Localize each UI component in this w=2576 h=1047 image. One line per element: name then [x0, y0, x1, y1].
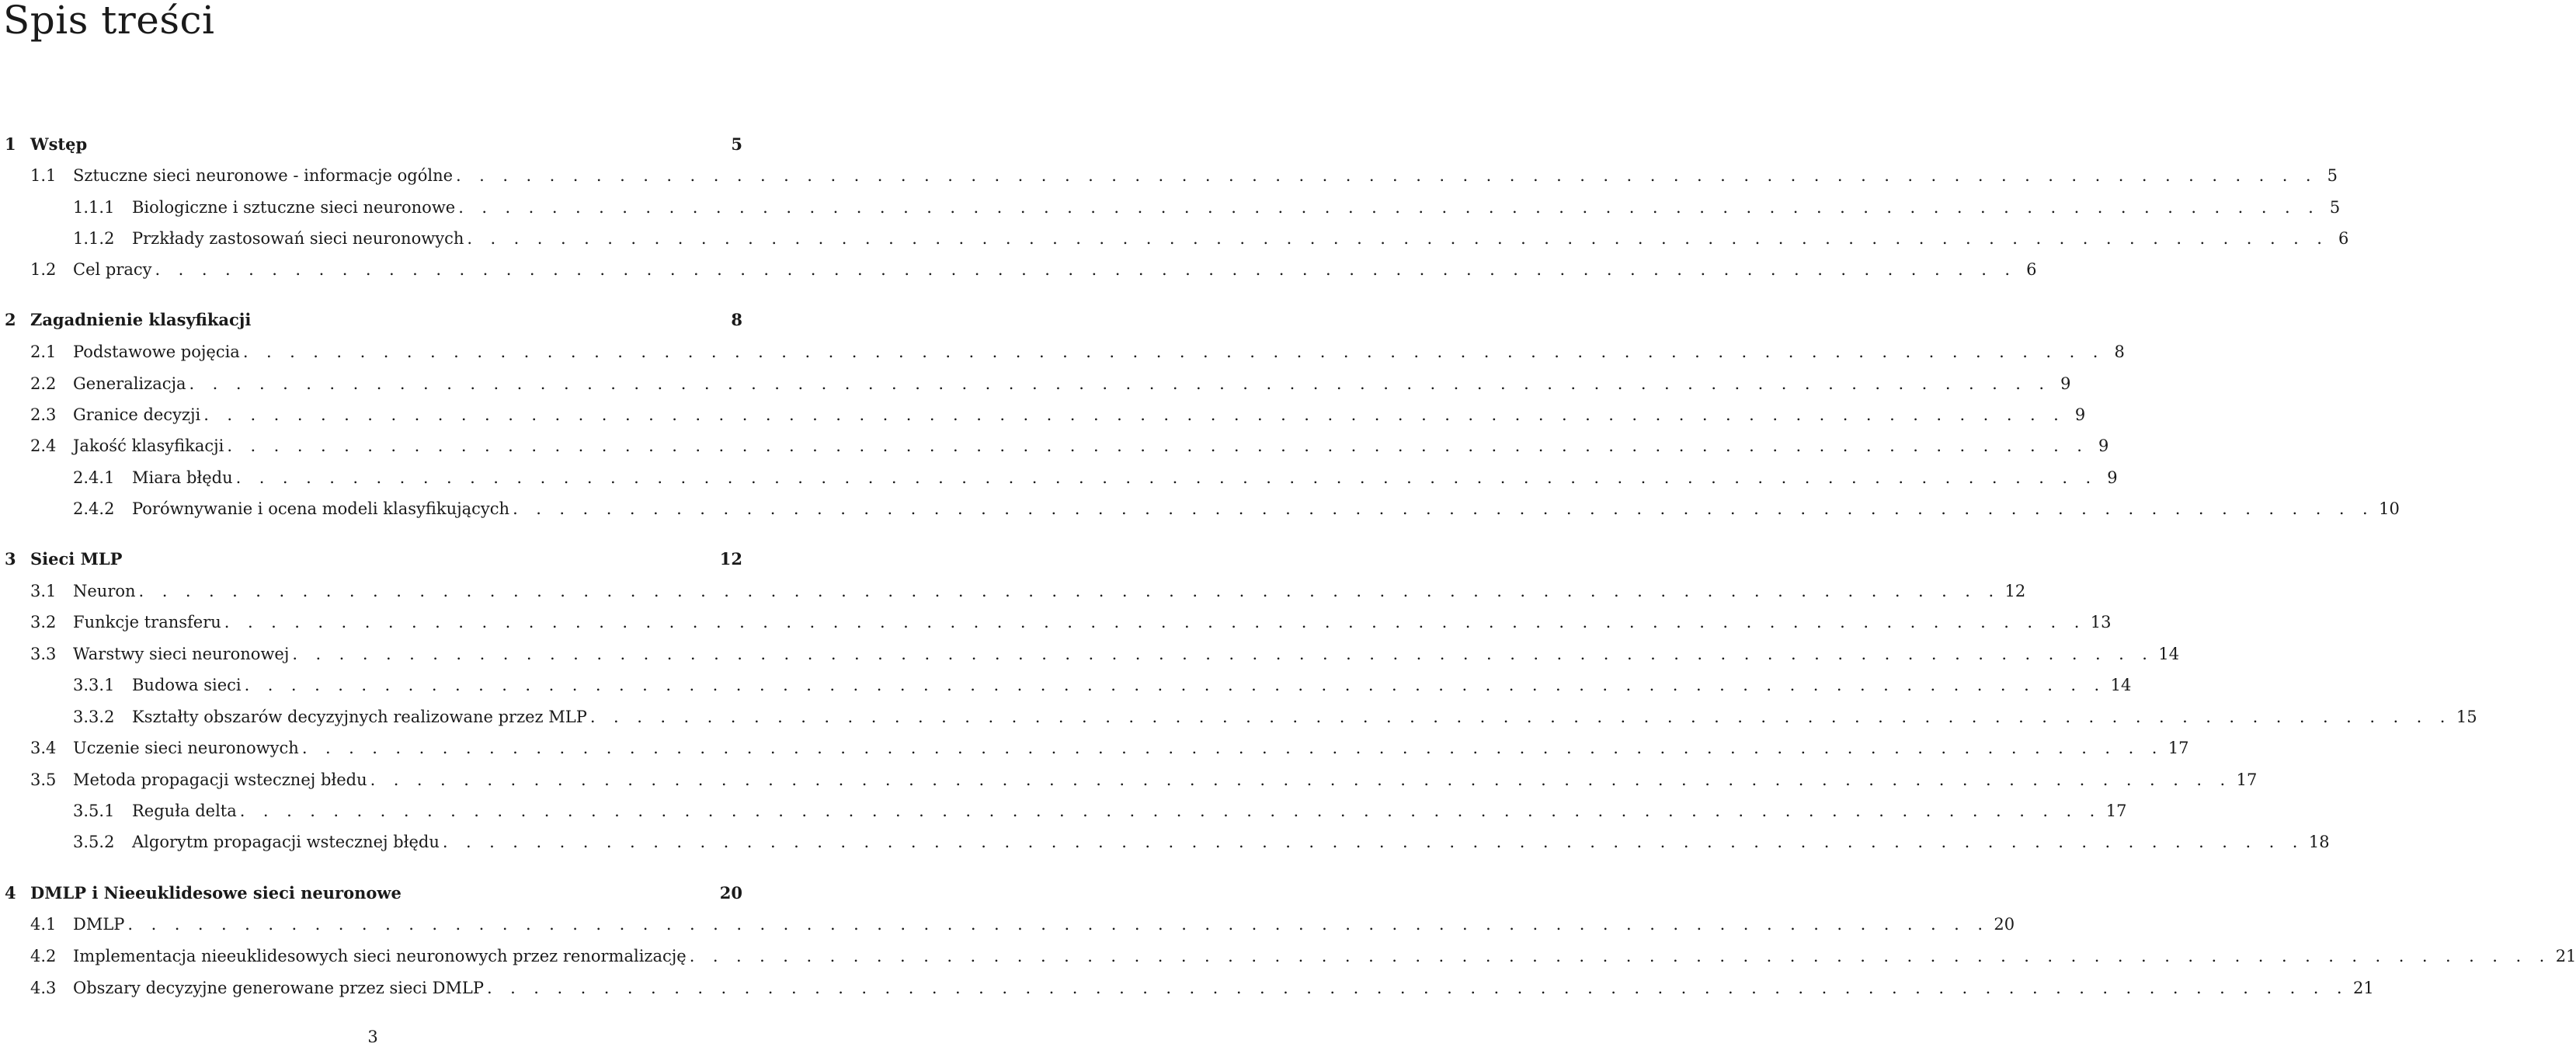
toc-title: Jakość klasyfikacji [73, 434, 227, 457]
toc-number: 2.2 [30, 374, 57, 393]
toc-number: 4.3 [30, 979, 57, 997]
toc-number: 1.1.2 [73, 229, 115, 248]
toc-page-number: 21 [2555, 947, 2576, 965]
toc-chapter[interactable] [0, 133, 746, 156]
toc-page-number: 15 [2456, 708, 2477, 726]
toc-title: DMLP [73, 913, 127, 936]
toc-number: 3.4 [30, 739, 57, 757]
toc-chapter[interactable] [0, 308, 746, 332]
toc-subsection[interactable] [0, 830, 2330, 854]
toc-title: Budowa sieci [132, 673, 245, 697]
toc-subsection[interactable] [0, 673, 2132, 697]
toc-page-number: 6 [2338, 229, 2349, 248]
toc-section[interactable] [0, 258, 2037, 281]
toc-title: Kształty obszarów decyzyjnych realizowane przez MLP [132, 705, 590, 729]
toc-subsection[interactable] [0, 196, 2341, 219]
toc-leader-dots: . . . . . . . . . . . . . . . . . . . . . . . . . . . . . . . . . . . . . . . . . . . . . . . . . . . . . . . . . . . . . . . . . . . . . . . . . . . . . . . . [487, 979, 2348, 997]
toc-chapter[interactable] [0, 882, 746, 905]
toc-leader-dots: . . . . . . . . . . . . . . . . . . . . . . . . . . . . . . . . . . . . . . . . . . . . . . . . . . . . . . . . . . . . . . . . . . . . . . . . . . . . . . . . [301, 739, 2164, 757]
page-number: 3 [367, 1028, 378, 1046]
toc-title: Porównywanie i ocena modeli klasyfikujących [132, 497, 513, 520]
toc-section[interactable] [0, 610, 2112, 634]
toc-number: 2.4.2 [73, 499, 115, 518]
toc-leader-dots: . . . . . . . . . . . . . . . . . . . . . . . . . . . . . . . . . . . . . . . . . . . . . . . . . . . . . . . . . . . . . . . . . . . . . . . . . . . . . . . . [235, 468, 2098, 487]
toc-leader-dots: . . . . . . . . . . . . . . . . . . . . . . . . . . . . . . . . . . . . . . . . . . . . . . . . . . . . . . . . . . . . . . . . . . . . . . . . . . . . . . . . [456, 166, 2318, 185]
toc-page-number: 5 [2329, 198, 2341, 217]
toc-number: 2.3 [30, 405, 57, 424]
toc-section[interactable] [0, 913, 2015, 936]
toc-page-number: 8 [731, 310, 742, 329]
page-title: Spis treści [3, 0, 215, 43]
toc-page-number: 9 [2074, 405, 2086, 424]
toc-number: 2 [5, 310, 16, 329]
toc-title: Sztuczne sieci neuronowe - informacje ogólne [73, 164, 456, 187]
toc-title: Zagadnienie klasyfikacji [30, 308, 254, 332]
toc-section[interactable] [0, 372, 2071, 395]
toc-number: 1.2 [30, 260, 57, 279]
toc-page-number: 12 [2004, 582, 2026, 600]
toc-number: 1.1.1 [73, 198, 115, 217]
toc-number: 3.3.1 [73, 676, 115, 694]
toc-subsection[interactable] [0, 497, 2400, 520]
toc-leader-dots: . . . . . . . . . . . . . . . . . . . . . . . . . . . . . . . . . . . . . . . . . . . . . . . . . . . . . . . . . . . . . . . . . . . . . . . . . . . . . . . . [138, 582, 2001, 600]
toc-section[interactable] [0, 642, 2180, 666]
toc-number: 4.2 [30, 947, 57, 965]
toc-leader-dots: . . . . . . . . . . . . . . . . . . . . . . . . . . . . . . . . . . . . . . . . . . . . . . . . . . . . . . . . . . . . . . . . . . . . . . . . . . . . . . . . [442, 833, 2304, 851]
toc-section[interactable] [0, 403, 2086, 426]
toc-title: Sieci MLP [30, 548, 125, 571]
toc-title: Biologiczne i sztuczne sieci neuronowe [132, 196, 458, 219]
toc-number: 2.1 [30, 343, 57, 361]
toc-title: Miara błędu [132, 466, 236, 489]
toc-section[interactable] [0, 976, 2374, 1000]
toc-page-number: 6 [2026, 260, 2037, 279]
toc-subsection[interactable] [0, 227, 2349, 250]
toc-leader-dots: . . . . . . . . . . . . . . . . . . . . . . . . . . . . . . . . . . . . . . . . . . . . . . . . . . . . . . . . . . . . . . . . . . . . . . . . . . . . . . . . [513, 499, 2375, 518]
toc-title: Obszary decyzyjne generowane przez sieci DMLP [73, 976, 487, 1000]
toc-number: 3.3 [30, 645, 57, 663]
toc-title: Algorytm propagacji wstecznej błędu [132, 830, 443, 854]
toc-page-number: 20 [1994, 915, 2015, 934]
toc-section[interactable] [0, 164, 2338, 187]
toc-title: Uczenie sieci neuronowych [73, 736, 302, 760]
toc-subsection[interactable] [0, 705, 2477, 729]
toc-page-number: 14 [2158, 645, 2180, 663]
toc-page-number: 8 [2114, 343, 2125, 361]
toc-leader-dots: . . . . . . . . . . . . . . . . . . . . . . . . . . . . . . . . . . . . . . . . . . . . . . . . . . . . . . . . . . . . . . . . . . . . . . . . . . . . . . . . [458, 198, 2320, 217]
toc-page-number: 9 [2107, 468, 2118, 487]
toc-leader-dots: . . . . . . . . . . . . . . . . . . . . . . . . . . . . . . . . . . . . . . . . . . . . . . . . . . . . . . . . . . . . . . . . . . . . . . . . . . . . . . . . [689, 947, 2551, 965]
toc-title: Warstwy sieci neuronowej [73, 642, 292, 666]
toc-page-number: 5 [2327, 166, 2338, 185]
toc-title: Przkłady zastosowań sieci neuronowych [132, 227, 467, 250]
toc-page-number: 9 [2098, 437, 2109, 455]
toc-title: DMLP i Nieeuklidesowe sieci neuronowe [30, 882, 405, 905]
toc-number: 3 [5, 549, 16, 569]
toc-page-number: 18 [2308, 833, 2330, 851]
toc-leader-dots: . . . . . . . . . . . . . . . . . . . . . . . . . . . . . . . . . . . . . . . . . . . . . . . . . . . . . . . . . . . . . . . . . . . . . . . . . . . . . . . . [224, 613, 2086, 631]
toc-leader-dots: . . . . . . . . . . . . . . . . . . . . . . . . . . . . . . . . . . . . . . . . . . . . . . . . . . . . . . . . . . . . . . . . . . . . . . . . . . . . . . . . [370, 770, 2232, 789]
toc-leader-dots: . . . . . . . . . . . . . . . . . . . . . . . . . . . . . . . . . . . . . . . . . . . . . . . . . . . . . . . . . . . . . . . . . . . . . . . . . . . . . . . . [203, 405, 2066, 424]
toc-leader-dots: . . . . . . . . . . . . . . . . . . . . . . . . . . . . . . . . . . . . . . . . . . . . . . . . . . . . . . . . . . . . . . . . . . . . . . . . . . . . . . . . [127, 915, 1990, 934]
toc-title: Granice decyzji [73, 403, 203, 426]
toc-page-number: 14 [2110, 676, 2132, 694]
toc-number: 3.2 [30, 613, 57, 631]
toc-leader-dots: . . . . . . . . . . . . . . . . . . . . . . . . . . . . . . . . . . . . . . . . . . . . . . . . . . . . . . . . . . . . . . . . . . . . . . . . . . . . . . . . [244, 676, 2106, 694]
toc-section[interactable] [0, 944, 2576, 968]
toc-section[interactable] [0, 579, 2026, 603]
toc-subsection[interactable] [0, 466, 2118, 489]
toc-number: 3.5.2 [73, 833, 115, 851]
toc-leader-dots: . . . . . . . . . . . . . . . . . . . . . . . . . . . . . . . . . . . . . . . . . . . . . . . . . . . . . . . . . . . . . . . . . . . . . . . . . . . . . . . . [589, 708, 2452, 726]
toc-page-number: 9 [2060, 374, 2071, 393]
toc-number: 2.4 [30, 437, 57, 455]
toc-number: 3.5 [30, 770, 57, 789]
toc-title: Implementacja nieeuklidesowych sieci neuronowych przez renormalizację [73, 944, 690, 968]
toc-page-number: 17 [2168, 739, 2189, 757]
toc-number: 4 [5, 883, 16, 903]
toc-number: 3.5.1 [73, 802, 115, 820]
toc-leader-dots: . . . . . . . . . . . . . . . . . . . . . . . . . . . . . . . . . . . . . . . . . . . . . . . . . . . . . . . . . . . . . . . . . . . . . . . . . . . . . . . . [242, 343, 2105, 361]
toc-subsection[interactable] [0, 799, 2127, 823]
toc-title: Metoda propagacji wstecznej błedu [73, 768, 370, 791]
toc-leader-dots: . . . . . . . . . . . . . . . . . . . . . . . . . . . . . . . . . . . . . . . . . . . . . . . . . . . . . . . . . . . . . . . . . . . . . . . . . . . . . . . . [155, 260, 2017, 279]
toc-leader-dots: . . . . . . . . . . . . . . . . . . . . . . . . . . . . . . . . . . . . . . . . . . . . . . . . . . . . . . . . . . . . . . . . . . . . . . . . . . . . . . . . [227, 437, 2089, 455]
toc-page-number: 20 [719, 883, 742, 903]
toc-section[interactable] [0, 768, 2258, 791]
toc-page-number: 10 [2379, 499, 2400, 518]
toc-number: 3.1 [30, 582, 57, 600]
toc-leader-dots: . . . . . . . . . . . . . . . . . . . . . . . . . . . . . . . . . . . . . . . . . . . . . . . . . . . . . . . . . . . . . . . . . . . . . . . . . . . . . . . . [239, 802, 2101, 820]
toc-title: Cel pracy [73, 258, 155, 281]
toc-number: 1 [5, 134, 16, 154]
toc-leader-dots: . . . . . . . . . . . . . . . . . . . . . . . . . . . . . . . . . . . . . . . . . . . . . . . . . . . . . . . . . . . . . . . . . . . . . . . . . . . . . . . . [189, 374, 2051, 393]
toc-page-number: 17 [2105, 802, 2127, 820]
toc-leader-dots: . . . . . . . . . . . . . . . . . . . . . . . . . . . . . . . . . . . . . . . . . . . . . . . . . . . . . . . . . . . . . . . . . . . . . . . . . . . . . . . . [467, 229, 2329, 248]
toc-number: 4.1 [30, 915, 57, 934]
toc-leader-dots: . . . . . . . . . . . . . . . . . . . . . . . . . . . . . . . . . . . . . . . . . . . . . . . . . . . . . . . . . . . . . . . . . . . . . . . . . . . . . . . . [292, 645, 2154, 663]
toc-page-number: 5 [731, 134, 742, 154]
toc-title: Podstawowe pojęcia [73, 340, 243, 363]
toc-section[interactable] [0, 434, 2109, 457]
toc-title: Funkcje transferu [73, 610, 224, 634]
toc-page-number: 21 [2352, 979, 2374, 997]
toc-section[interactable] [0, 340, 2125, 363]
toc-title: Neuron [73, 579, 139, 603]
toc-page-number: 12 [719, 549, 742, 569]
toc-title: Reguła delta [132, 799, 240, 823]
toc-page-number: 13 [2090, 613, 2112, 631]
toc-page-number: 17 [2236, 770, 2258, 789]
toc-title: Wstęp [30, 133, 90, 156]
toc-section[interactable] [0, 736, 2189, 760]
toc-title: Generalizacja [73, 372, 189, 395]
toc-number: 3.3.2 [73, 708, 115, 726]
toc-chapter[interactable] [0, 548, 746, 571]
toc-number: 1.1 [30, 166, 57, 185]
toc-number: 2.4.1 [73, 468, 115, 487]
